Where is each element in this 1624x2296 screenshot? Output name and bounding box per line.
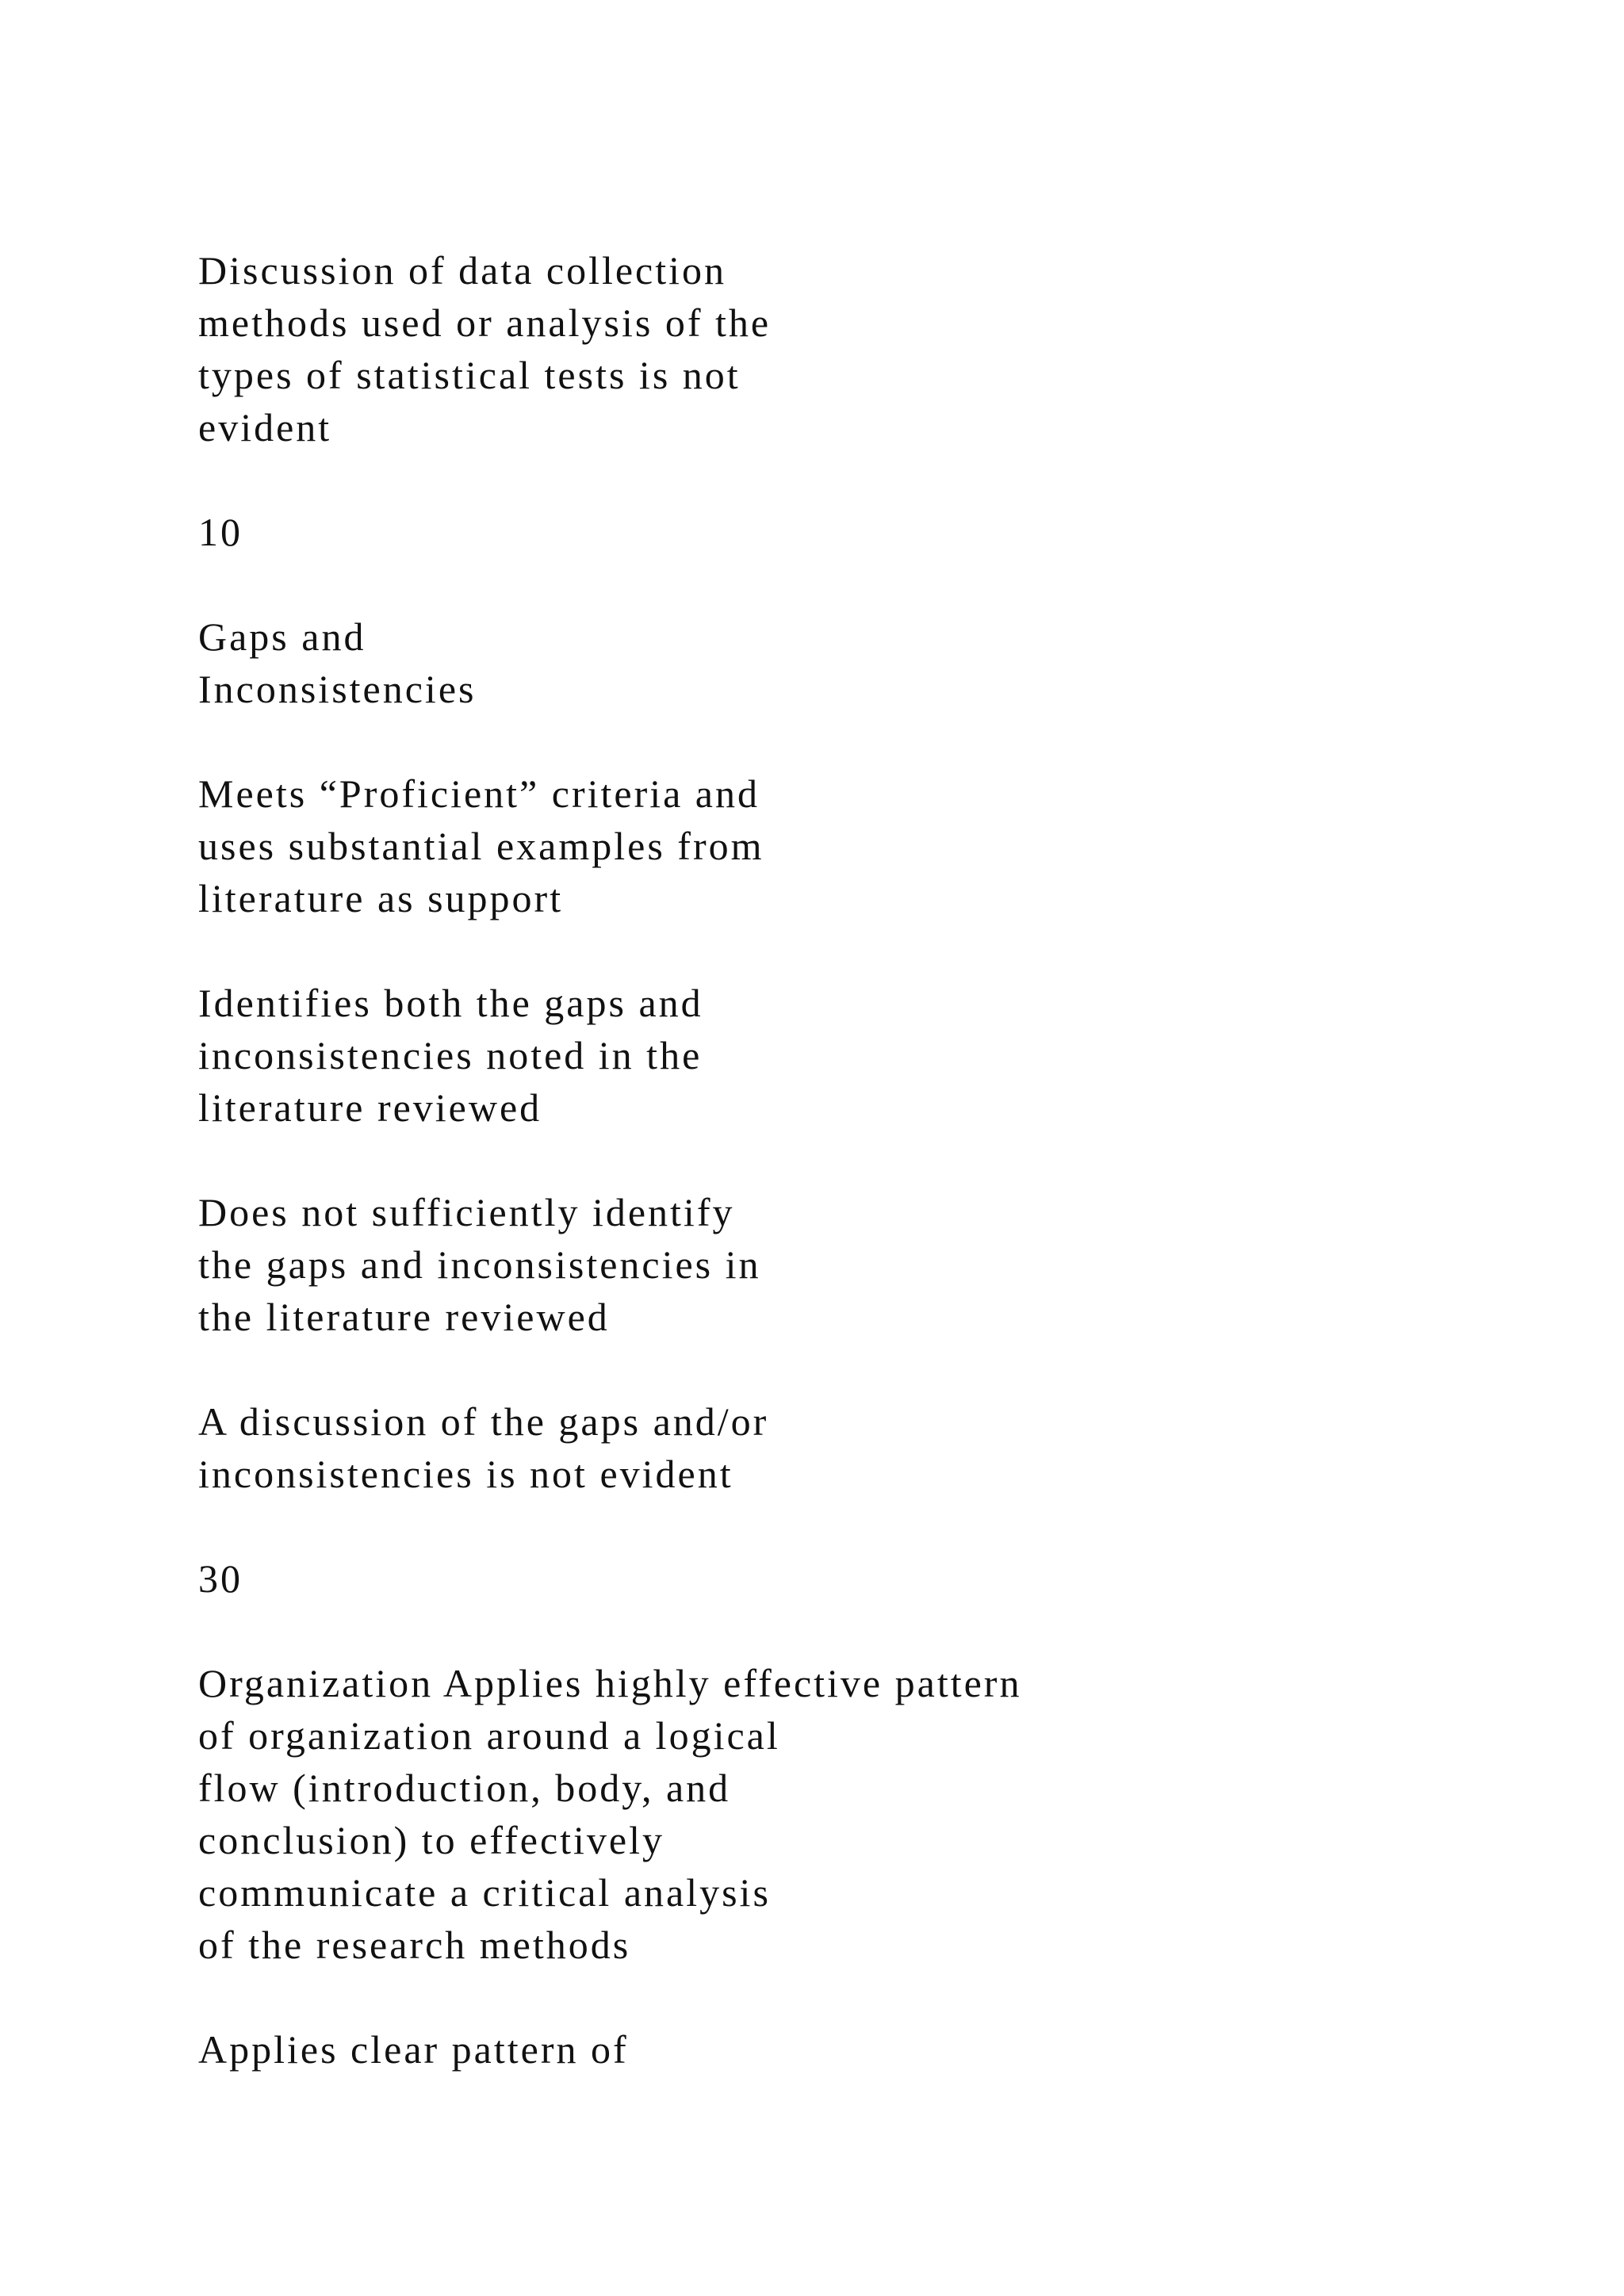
paragraph-data-collection-not-evident: Discussion of data collection methods used or analysis of the types of statistical tests is not evident — [198, 248, 772, 450]
paragraph-organization: Organization Applies highly effective pattern of organization around a logical flow (introduction, body, and conclusion) to effectively communicate a critical analysis of the research methods — [198, 1661, 1022, 1967]
paragraph-points-10: 10 — [198, 510, 243, 554]
paragraph-meets-proficient: Meets “Proficient” criteria and uses substantial examples from literature as support — [198, 771, 764, 920]
paragraph-discussion-not-evident: A discussion of the gaps and/or inconsistencies is not evident — [198, 1399, 769, 1496]
paragraph-does-not-identify: Does not sufficiently identify the gaps and inconsistencies in the literature reviewed — [198, 1190, 761, 1339]
paragraph-gaps-heading: Gaps and Inconsistencies — [198, 614, 477, 711]
document-body — [198, 244, 1546, 2076]
paragraph-identifies-gaps: Identifies both the gaps and inconsistencies noted in the literature reviewed — [198, 981, 703, 1130]
paragraph-points-30: 30 — [198, 1556, 243, 1601]
paragraph-applies-clear-pattern: Applies clear pattern of — [198, 2027, 629, 2072]
